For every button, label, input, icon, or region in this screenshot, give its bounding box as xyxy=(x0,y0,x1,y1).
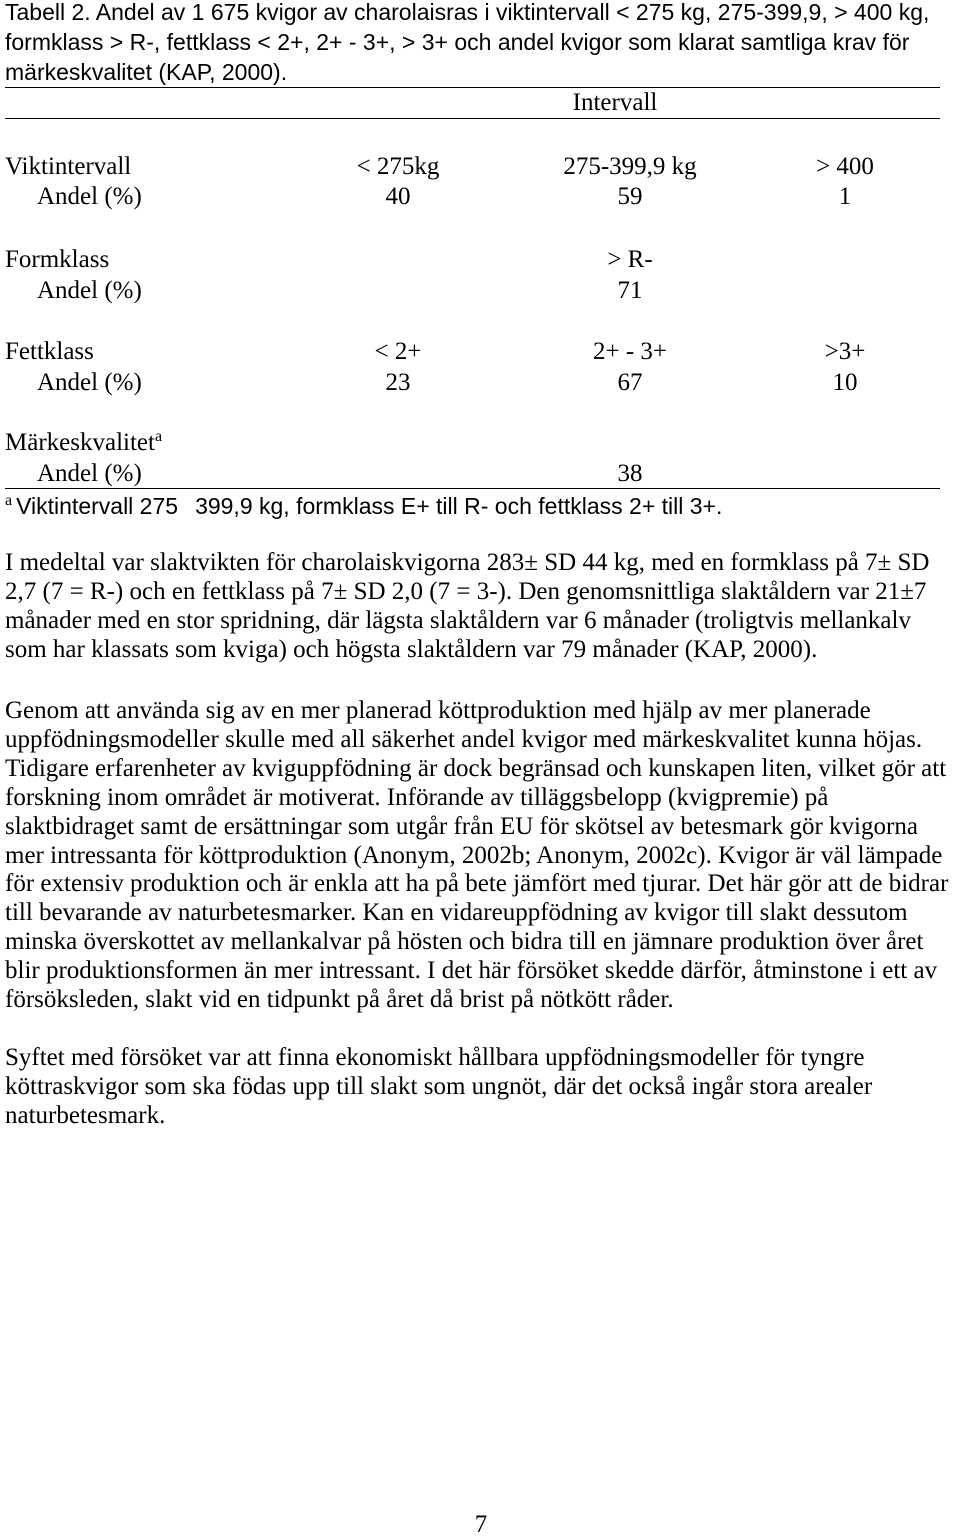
paragraph-line: Tidigare erfarenheter av kviguppfödning är dock begränsad och kunskapen liten, vilket gör att xyxy=(5,754,947,782)
table-cell: 23 xyxy=(385,369,411,396)
paragraph-line: för extensiv produktion och är enkla att ha på bete jämfört med tjurar. Det här gör att de bidrar xyxy=(5,870,949,898)
body-paragraph xyxy=(5,549,929,665)
table-row xyxy=(0,368,960,397)
paragraph-line: slaktbidraget samt de ersättningar som utgår från EU för skötsel av betesmark gör kvigorna xyxy=(5,812,918,840)
paragraph-line: naturbetesmark. xyxy=(5,1101,166,1129)
table-cell: < 275kg xyxy=(356,153,440,180)
table-row-label: Fettklass xyxy=(5,338,94,365)
table-row-label: Andel (%) xyxy=(37,369,142,396)
table-cell: 59 xyxy=(617,183,643,210)
table-cell: 38 xyxy=(617,460,643,487)
table-cell: >3+ xyxy=(824,338,866,365)
table-footnote xyxy=(5,492,722,521)
paragraph-line: som har klassats som kviga) och högsta slaktåldern var 79 månader (KAP, 2000). xyxy=(5,635,818,663)
table-group-header-row xyxy=(0,88,960,117)
paragraph-line: 2,7 (7 = R-) och en fettklass på 7± SD 2,0 (7 = 3-). Den genomsnittliga slaktåldern var 21±7 xyxy=(5,577,927,605)
table-cell: < 2+ xyxy=(374,338,422,365)
paragraph-line: Syftet med försöket var att finna ekonomiskt hållbara uppfödningsmodeller för tyngre xyxy=(5,1044,865,1071)
body-paragraph xyxy=(5,1044,872,1131)
table-header-rule xyxy=(5,118,940,119)
paragraph-line: Genom att använda sig av en mer planerad köttproduktion med hjälp av mer planerade xyxy=(5,697,871,724)
paragraph-line: mer intressanta för köttproduktion (Anonym, 2002b; Anonym, 2002c). Kvigor är väl lämpade xyxy=(5,841,943,869)
paragraph-line: försöksleden, slakt vid en tidpunkt på året då brist på nötkött råder. xyxy=(5,986,674,1014)
table-cell: 1 xyxy=(838,183,852,210)
table-row xyxy=(0,428,960,457)
footnote-text: Viktintervall 275 xyxy=(16,493,179,519)
page-number: 7 xyxy=(474,1511,488,1537)
paragraph-line: till bevarande av naturbetesmarker. Kan en vidareuppfödning av kvigor till slakt dessutom xyxy=(5,899,908,927)
table-row-label xyxy=(5,428,162,457)
caption-line: Tabell 2. Andel av 1 675 kvigor av charolaisras i viktintervall < 275 kg, 275-399,9, > 400 kg, xyxy=(5,0,930,25)
footnote-marker: a xyxy=(5,492,13,509)
caption-line: formklass > R-, fettklass < 2+, 2+ - 3+, > 3+ och andel kvigor som klarat samtliga krav för xyxy=(5,29,910,55)
table-row-label: Viktintervall xyxy=(5,153,132,180)
table-row-label: Andel (%) xyxy=(37,183,142,210)
body-paragraph xyxy=(5,697,948,1015)
paragraph-line: månader med en stor spridning, där lägsta slaktåldern var 6 månader (troligtvis mellankalv xyxy=(5,606,911,634)
table-row-label-text: Märkeskvalitet xyxy=(5,429,155,456)
paragraph-line: köttraskvigor som ska födas upp till slakt som ungnöt, där det också ingår stora arealer xyxy=(5,1072,873,1100)
table-cell: > R- xyxy=(607,246,653,273)
table-cell: 71 xyxy=(617,277,643,304)
table-row-label: Andel (%) xyxy=(37,277,142,304)
table-row xyxy=(0,152,960,181)
footnote-text: 399,9 kg, formklass E+ till R- och fettklass 2+ till 3+. xyxy=(195,493,723,519)
table-group-header: Intervall xyxy=(572,89,658,116)
table-bottom-rule xyxy=(5,488,940,489)
table-caption xyxy=(5,0,929,87)
table-row-label: Andel (%) xyxy=(37,460,142,487)
table-row xyxy=(0,245,960,274)
table-cell: 10 xyxy=(832,369,858,396)
paragraph-line: I medeltal var slaktvikten för charolaiskvigorna 283± SD 44 kg, med en formklass på 7± SD xyxy=(5,549,930,576)
paragraph-line: uppfödningsmodeller skulle med all säkerhet andel kvigor med märkeskvalitet kunna höjas. xyxy=(5,725,923,753)
table-row xyxy=(0,459,960,488)
footnote-reference: a xyxy=(154,428,163,445)
paragraph-line: minska överskottet av mellankalvar på hösten och bidra till en jämnare produktion över året xyxy=(5,928,924,956)
paragraph-line: blir produktionsformen än mer intressant. I det här försöket skedde därför, åtminstone i ett av xyxy=(5,957,938,985)
caption-line: märkeskvalitet (KAP, 2000). xyxy=(5,59,288,85)
table-cell: 67 xyxy=(617,369,643,396)
table-row xyxy=(0,337,960,366)
table-cell: 2+ - 3+ xyxy=(592,338,668,365)
table-row xyxy=(0,276,960,305)
table-row xyxy=(0,182,960,211)
table-cell: > 400 xyxy=(816,153,874,180)
table-cell: 40 xyxy=(385,183,411,210)
table-row-label: Formklass xyxy=(5,246,110,273)
paragraph-line: forskning inom området är motiverat. Införande av tilläggsbelopp (kvigpremie) på xyxy=(5,783,829,811)
table-cell: 275-399,9 kg xyxy=(563,153,697,180)
